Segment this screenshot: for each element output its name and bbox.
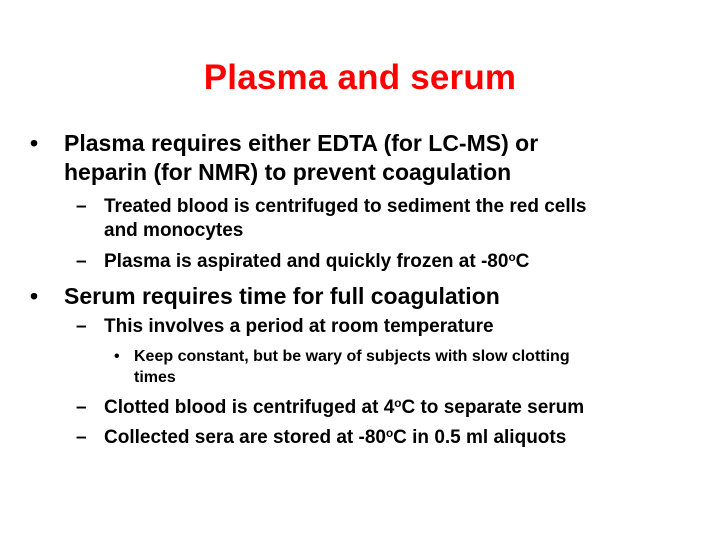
clotted-text: Clotted blood is centrifuged at 4 <box>104 397 395 418</box>
degree-superscript: o <box>508 250 516 264</box>
slide-title: Plasma and serum <box>203 58 517 97</box>
constant-line-1: Keep constant, but be wary of subjects with slow clotting <box>134 348 570 365</box>
collected-line <box>104 427 566 451</box>
collected-rest: C in 0.5 ml aliquots <box>393 427 567 448</box>
constant-line-2: times <box>134 369 176 386</box>
degree-superscript: o <box>394 396 402 410</box>
dash-marker: – <box>76 196 87 217</box>
collected-text: Collected sera are stored at -80 <box>104 427 386 448</box>
bullet-marker: • <box>30 130 39 156</box>
treated-line-1: Treated blood is centrifuged to sediment the red cells <box>104 196 587 217</box>
aspirated-line <box>104 251 529 275</box>
clotted-line <box>104 397 584 421</box>
clotted-rest: C to separate serum <box>401 397 585 418</box>
dash-marker: – <box>76 316 87 337</box>
room-temp-line: This involves a period at room temperature <box>104 316 494 337</box>
plasma-line-2: heparin (for NMR) to prevent coagulation <box>64 159 512 185</box>
serum-line: Serum requires time for full coagulation <box>64 283 500 309</box>
degree-superscript: o <box>385 426 394 440</box>
treated-line-2: and monocytes <box>104 220 244 241</box>
aspirated-text: Plasma is aspirated and quickly frozen at -80 <box>104 251 509 272</box>
bullet-marker: • <box>114 348 120 365</box>
plasma-line-1: Plasma requires either EDTA (for LC-MS) or <box>64 130 539 156</box>
dash-marker: – <box>76 397 87 418</box>
dash-marker: – <box>76 251 87 272</box>
bullet-marker: • <box>30 283 39 309</box>
dash-marker: – <box>76 427 87 448</box>
aspirated-unit: C <box>515 251 530 272</box>
